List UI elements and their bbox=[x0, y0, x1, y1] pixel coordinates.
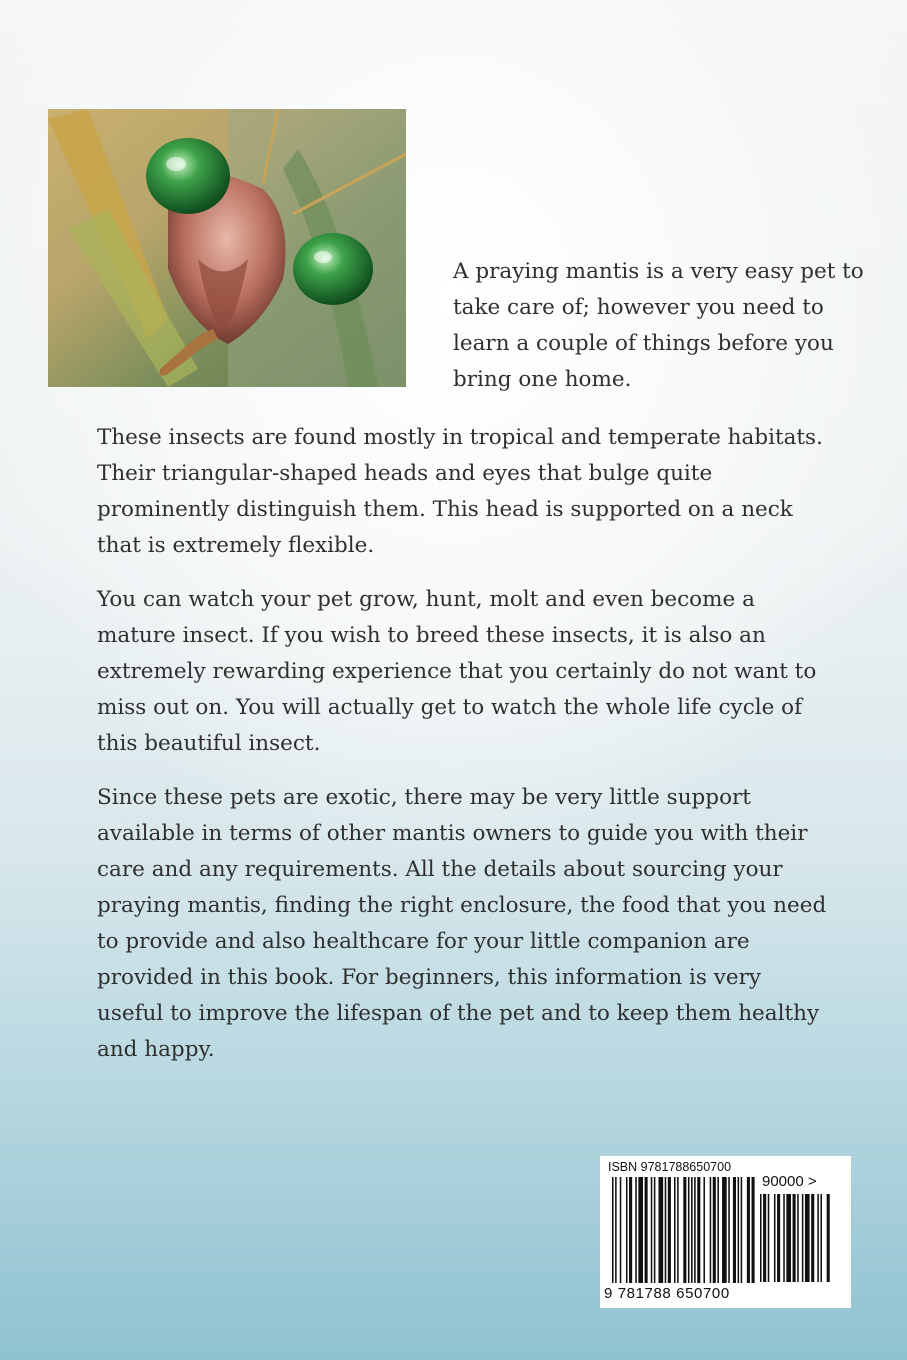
intro-paragraph: A praying mantis is a very easy pet to take care of; however you need to learn a couple of things before you bring one home. bbox=[453, 259, 864, 392]
paragraph-life-cycle: You can watch your pet grow, hunt, molt and even become a mature insect. If you wish to breed these insects, it is also an extremely rewarding experience that you certainly do not want to miss out on. You will actually get to watch the whole life cycle of this beautiful insect. bbox=[97, 587, 817, 756]
barcode-bar bbox=[651, 1177, 653, 1283]
barcode-bar bbox=[733, 1177, 736, 1283]
barcode-bar bbox=[683, 1177, 686, 1283]
barcode-bar bbox=[645, 1177, 648, 1283]
price-addon-code: 90000 > bbox=[762, 1173, 817, 1190]
mantis-photo bbox=[48, 109, 406, 387]
addon-bars bbox=[758, 1194, 838, 1285]
barcode-bar bbox=[793, 1194, 796, 1282]
barcode-bar bbox=[620, 1177, 622, 1283]
barcode-bar bbox=[688, 1177, 690, 1283]
barcode-bar bbox=[697, 1177, 700, 1283]
paragraph-habitats: These insects are found mostly in tropical and temperate habitats. Their triangular-shaped heads and eyes that bulge quite prominently distinguish them. This head is supported on a neck that is extremely flexible. bbox=[97, 425, 823, 558]
barcode-bar bbox=[760, 1194, 762, 1282]
barcode-bar bbox=[774, 1194, 776, 1282]
barcode-bar bbox=[783, 1194, 785, 1282]
ean13-bars bbox=[610, 1177, 756, 1285]
barcode-bar bbox=[811, 1194, 814, 1282]
barcode-bar bbox=[668, 1177, 671, 1283]
barcode-bar bbox=[777, 1194, 780, 1282]
barcode-bar bbox=[710, 1177, 712, 1283]
barcode-bar bbox=[691, 1177, 693, 1283]
barcode-bar bbox=[615, 1177, 617, 1283]
barcode-bar bbox=[694, 1177, 696, 1283]
barcode-bar bbox=[674, 1177, 676, 1283]
barcode-bar bbox=[817, 1194, 819, 1282]
barcode-bar bbox=[786, 1194, 791, 1282]
barcode-bar bbox=[703, 1177, 705, 1283]
isbn-barcode bbox=[600, 1156, 851, 1308]
barcode-bar bbox=[677, 1177, 679, 1283]
barcode-bar bbox=[629, 1177, 632, 1283]
barcode-bar bbox=[659, 1177, 664, 1283]
barcode-bar bbox=[820, 1194, 822, 1282]
barcode-bar bbox=[747, 1177, 750, 1283]
barcode-digits: 9 781788 650700 bbox=[604, 1285, 730, 1302]
barcode-bar bbox=[665, 1177, 667, 1283]
barcode-bar bbox=[722, 1177, 727, 1283]
paragraph-care: Since these pets are exotic, there may be very little support available in terms of other mantis owners to guide you with their care and any requirements. All the details about sourcing your praying mantis, finding the right enclosure, the food that you need to provide and also healthcare for your little companion are provided in this book. For beginners, this information is very useful to improve the lifespan of the pet and to keep them healthy and happy. bbox=[97, 785, 827, 1062]
barcode-bar bbox=[728, 1177, 730, 1283]
barcode-bar bbox=[752, 1177, 755, 1283]
barcode-bar bbox=[626, 1177, 628, 1283]
barcode-bar bbox=[713, 1177, 716, 1283]
barcode-bar bbox=[741, 1177, 743, 1283]
body-text bbox=[97, 420, 827, 1086]
barcode-bar bbox=[802, 1194, 804, 1282]
barcode-bar bbox=[768, 1194, 770, 1282]
barcode-bar bbox=[827, 1194, 830, 1282]
barcode-bar bbox=[805, 1194, 810, 1282]
barcode-bar bbox=[635, 1177, 637, 1283]
barcode-bar bbox=[638, 1177, 643, 1283]
isbn-label: ISBN 9781788650700 bbox=[608, 1160, 732, 1174]
barcode-bar bbox=[654, 1177, 656, 1283]
barcode-bar bbox=[763, 1194, 766, 1282]
barcode-bar bbox=[717, 1177, 719, 1283]
barcode-bar bbox=[612, 1177, 614, 1283]
barcode-bar bbox=[797, 1194, 799, 1282]
barcode-bar bbox=[738, 1177, 740, 1283]
